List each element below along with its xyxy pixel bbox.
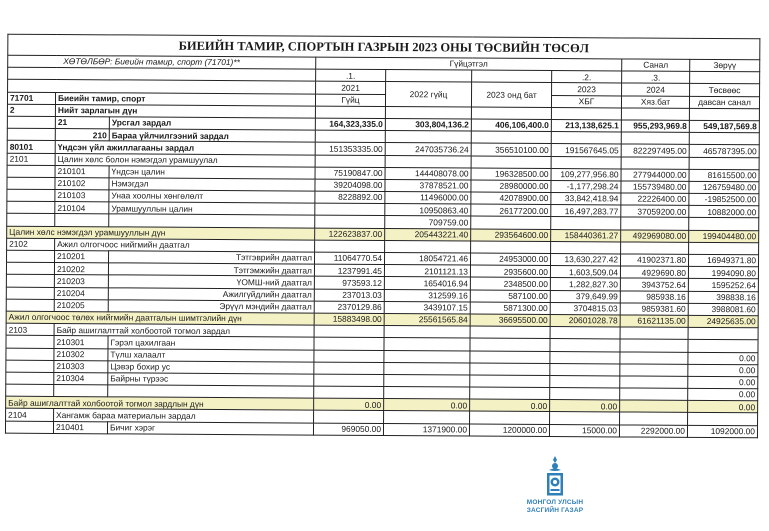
- cell-2021: 39204098.00: [315, 179, 385, 192]
- header-2024-a: 2024: [622, 83, 690, 96]
- cell-2022: 303,804,136.2: [385, 118, 471, 131]
- header-2023-a: 2023: [552, 83, 622, 96]
- cell-2021: 969050.00: [313, 423, 383, 436]
- header-2023-b: ХБГ: [551, 95, 621, 108]
- row-code: 210304: [54, 372, 108, 385]
- row-name: Бичиг хэрэг: [107, 421, 313, 434]
- row-code: 210103: [55, 190, 109, 203]
- cell-2022: 1371900.00: [383, 423, 469, 436]
- cell-hbg: 379,649.99: [550, 290, 620, 303]
- row-name: Гэрэл цахилгаан: [108, 336, 314, 349]
- header-guitsetgel: Гүйцэтгэл: [316, 57, 622, 71]
- row-name: Ажил олгогчоос нийгмийн даатгал: [55, 238, 315, 252]
- cell-2021: 11064770.54: [315, 252, 385, 265]
- cell-hbg: 213,138,625.1: [551, 119, 621, 132]
- cell-2024: 277944000.00: [621, 169, 689, 182]
- row-code: 80101: [7, 141, 55, 153]
- cell-2024: 492969080.00: [621, 230, 689, 243]
- cell-2024: 9859381.60: [620, 303, 688, 316]
- cell-hbg: 158440361.27: [551, 229, 621, 242]
- cell-diff: 1092000.00: [687, 425, 757, 438]
- soyombo-emblem-icon: [544, 456, 566, 498]
- cell-2024: [620, 400, 688, 413]
- cell-diff: 0.00: [688, 388, 758, 401]
- row-name: Биеийн тамир, спорт: [55, 92, 315, 106]
- cell-2023: 28980000.00: [471, 180, 551, 193]
- cell-diff: 1994090.80: [688, 267, 758, 280]
- cell-2021: 122623837.00: [315, 228, 385, 241]
- cell-2023: 5871300.00: [470, 302, 550, 315]
- row-code: 210301: [54, 336, 108, 349]
- row-name: Байр ашиглалттай холбоотой тогмол зардал: [54, 324, 314, 338]
- cell-2021: 2370129.86: [314, 301, 384, 314]
- cell-2023: 36695500.00: [470, 314, 550, 327]
- cell-2023: 42078900.00: [471, 192, 551, 205]
- cell-2021: 0.00: [314, 398, 384, 411]
- row-code: 2102: [7, 238, 55, 250]
- cell-2022: 144408078.00: [385, 167, 471, 180]
- row-code: 210: [55, 129, 109, 142]
- cell-2021: 164,323,335.0: [315, 118, 385, 131]
- row-code: 210102: [55, 177, 109, 190]
- cell-2022: 2101121.13: [384, 265, 470, 278]
- header-empty-a: [386, 70, 472, 83]
- row-name: Түлш халаалт: [108, 348, 314, 361]
- row-name: ҮОМШ-ний даатгал: [108, 275, 314, 288]
- cell-hbg: 15000.00: [549, 424, 619, 437]
- row-code: 210205: [54, 299, 108, 312]
- header-2023-bat: 2023 онд бат: [471, 82, 551, 107]
- cell-2021: [315, 203, 385, 216]
- cell-2022: 11496000.00: [385, 192, 471, 205]
- row-name: Байр ашиглалттай холбоотой тогмол зардлын дүн: [6, 396, 314, 410]
- cell-diff: 398838.16: [688, 291, 758, 304]
- cell-2024: 985938.16: [620, 291, 688, 304]
- cell-2023: 293564600.00: [471, 229, 551, 242]
- cell-diff: 549,187,569.8: [689, 120, 759, 133]
- row-name: Цалин хөлс болон нэмэгдэл урамшуулал: [55, 153, 315, 167]
- cell-2022: 10950863.40: [385, 204, 471, 217]
- cell-2023: 356510100.00: [471, 143, 551, 156]
- cell-hbg: 0.00: [550, 400, 620, 413]
- header-sanal: Санал: [622, 59, 690, 72]
- cell-hbg: 16,497,283.77: [551, 205, 621, 218]
- header-2022: 2022 гүйц: [385, 82, 471, 107]
- cell-2024: 822297495.00: [621, 144, 689, 157]
- row-name: Ажил олгогчоос төлөх нийгмийн даатгалын шимтгэлийн дүн: [6, 311, 314, 325]
- cell-hbg: 3704815.03: [550, 302, 620, 315]
- cell-2021: 973593.12: [314, 276, 384, 289]
- government-logo: [520, 456, 590, 526]
- program-label: ХӨТӨЛБӨР: Биеийн тамир, спорт (71701)**: [8, 55, 316, 69]
- cell-diff: 24925635.00: [688, 315, 758, 328]
- cell-hbg: 13,630,227.42: [550, 254, 620, 267]
- cell-2021: 8228892.00: [315, 191, 385, 204]
- cell-2024: 61621135.00: [620, 315, 688, 328]
- row-name: Цэвэр бохир ус: [108, 360, 314, 373]
- row-name: Урамшууллын цалин: [109, 202, 315, 215]
- header-2021-a: 2021: [316, 81, 386, 94]
- header-num1: .1.: [316, 69, 386, 82]
- logo-text-line2: ЗАСГИЙН ГАЗАР: [526, 507, 584, 514]
- cell-hbg: 1,282,827.30: [550, 278, 620, 291]
- row-name: Ажилгүйдлийн даатгал: [108, 287, 314, 300]
- row-code: 2104: [6, 409, 54, 421]
- row-code: 210104: [55, 202, 109, 215]
- row-name: Нийт зарлагын дүн: [55, 104, 315, 118]
- row-name: Хангамж бараа материалын зардал: [54, 409, 314, 423]
- row-code: 2: [7, 104, 55, 116]
- row-code: 71701: [7, 92, 55, 104]
- row-name: Тэтгэмжийн даатгал: [108, 263, 314, 276]
- cell-hbg: 191567645.05: [551, 144, 621, 157]
- cell-diff: 465787395.00: [689, 145, 759, 158]
- header-empty-b: [472, 70, 552, 83]
- cell-hbg: -1,177,298.24: [551, 180, 621, 193]
- cell-2022: 0.00: [384, 399, 470, 412]
- header-2021-b: Гүйц: [315, 94, 385, 107]
- header-zuruu-b: давсан санал: [689, 96, 759, 109]
- row-name: Байрны түрээс: [108, 373, 314, 386]
- cell-diff: 3988081.60: [688, 303, 758, 316]
- cell-diff: -19852500.00: [689, 193, 759, 206]
- cell-2021: 151353335.00: [315, 142, 385, 155]
- row-code: 210401: [53, 421, 107, 434]
- row-name: Эрүүл мэндийн даатгал: [108, 300, 314, 313]
- cell-2022: 3439107.15: [384, 301, 470, 314]
- row-name: Үндсэн цалин: [109, 166, 315, 179]
- cell-diff: 199404480.00: [689, 230, 759, 243]
- row-code: 210204: [54, 287, 108, 300]
- cell-diff: 0.00: [688, 352, 758, 365]
- row-code: 2103: [6, 323, 54, 335]
- cell-2023: 26177200.00: [471, 204, 551, 217]
- cell-2022: 18054721.46: [384, 253, 470, 266]
- cell-2021: 15883498.00: [314, 313, 384, 326]
- row-name: Цалин хөлс нэмэгдэл урамшууллын дүн: [7, 226, 315, 240]
- cell-2022: 205443221.40: [385, 228, 471, 241]
- row-name: Урсгал зардал: [109, 117, 315, 130]
- row-name: Үндсэн үйл ажиллагааны зардал: [55, 141, 315, 155]
- row-code: 210202: [54, 263, 108, 276]
- cell-2022: 1654016.94: [384, 277, 470, 290]
- row-code: 210302: [54, 348, 108, 361]
- logo-text-line1: МОНГОЛ УЛСЫН: [526, 499, 584, 506]
- cell-2024: 22226400.00: [621, 193, 689, 206]
- row-code: 21: [55, 116, 109, 129]
- cell-diff: 0.00: [688, 401, 758, 414]
- cell-2022: 247035736.24: [385, 143, 471, 156]
- cell-2023: 196328500.00: [471, 168, 551, 181]
- row-name: Нэмэгдэл: [109, 178, 315, 191]
- cell-2022: 25561565.84: [384, 313, 470, 326]
- row-name: Унаа хоолны хөнгөлөлт: [109, 190, 315, 203]
- cell-2023: 587100.00: [470, 290, 550, 303]
- header-empty-c: [690, 72, 760, 85]
- cell-2022: 709759.00: [385, 216, 471, 229]
- cell-2022: 37878521.00: [385, 179, 471, 192]
- cell-2024: 955,293,969.8: [621, 120, 689, 133]
- cell-2024: 3943752.64: [620, 278, 688, 291]
- cell-2023: 406,106,400.0: [471, 119, 551, 132]
- cell-2022: 312599.16: [384, 289, 470, 302]
- row-code: 210303: [54, 360, 108, 373]
- cell-2023: 1200000.00: [469, 424, 549, 437]
- cell-hbg: 33,842,418.94: [551, 193, 621, 206]
- cell-diff: 16949371.80: [688, 254, 758, 267]
- header-num3: .3.: [622, 71, 690, 84]
- cell-diff: 1595252.64: [688, 279, 758, 292]
- cell-hbg: 109,277,956.80: [551, 168, 621, 181]
- header-num2: .2.: [552, 71, 622, 84]
- cell-2024: 4929690.80: [620, 266, 688, 279]
- row-code: 210203: [54, 275, 108, 288]
- cell-2024: 37059200.00: [621, 205, 689, 218]
- cell-hbg: 1,603,509.04: [550, 266, 620, 279]
- row-name: Бараа үйлчилгээний зардал: [109, 129, 315, 142]
- cell-diff: 0.00: [688, 364, 758, 377]
- cell-hbg: 20601028.78: [550, 314, 620, 327]
- cell-2023: 2935600.00: [470, 265, 550, 278]
- cell-2023: 2348500.00: [470, 277, 550, 290]
- row-code: 210201: [55, 250, 109, 263]
- header-zuruu: Зөрүү: [690, 59, 760, 72]
- cell-diff: 0.00: [688, 376, 758, 389]
- row-code: 2101: [7, 153, 55, 165]
- row-code: 210101: [55, 165, 109, 178]
- header-2024-b: Хяз.бат: [621, 96, 689, 109]
- cell-diff: 81615500.00: [689, 169, 759, 182]
- cell-2021: 1237991.45: [314, 264, 384, 277]
- cell-2024: 155739480.00: [621, 181, 689, 194]
- cell-2023: 24953000.00: [470, 253, 550, 266]
- cell-2024: 41902371.80: [620, 254, 688, 267]
- header-zuruu-a: Төсвөөс: [690, 84, 760, 97]
- cell-diff: 10882000.00: [689, 206, 759, 219]
- cell-2023: 0.00: [470, 399, 550, 412]
- budget-table: [5, 34, 760, 438]
- row-name: Тэтгэврийн даатгал: [109, 251, 315, 264]
- document-title: БИЕИЙН ТАМИР, СПОРТЫН ГАЗРЫН 2023 ОНЫ ТӨСВИЙН ТӨСӨЛ: [8, 34, 760, 60]
- cell-2021: 75190847.00: [315, 167, 385, 180]
- cell-2024: 2292000.00: [619, 425, 687, 438]
- cell-diff: 126759480.00: [689, 181, 759, 194]
- cell-2021: 237013.03: [314, 289, 384, 302]
